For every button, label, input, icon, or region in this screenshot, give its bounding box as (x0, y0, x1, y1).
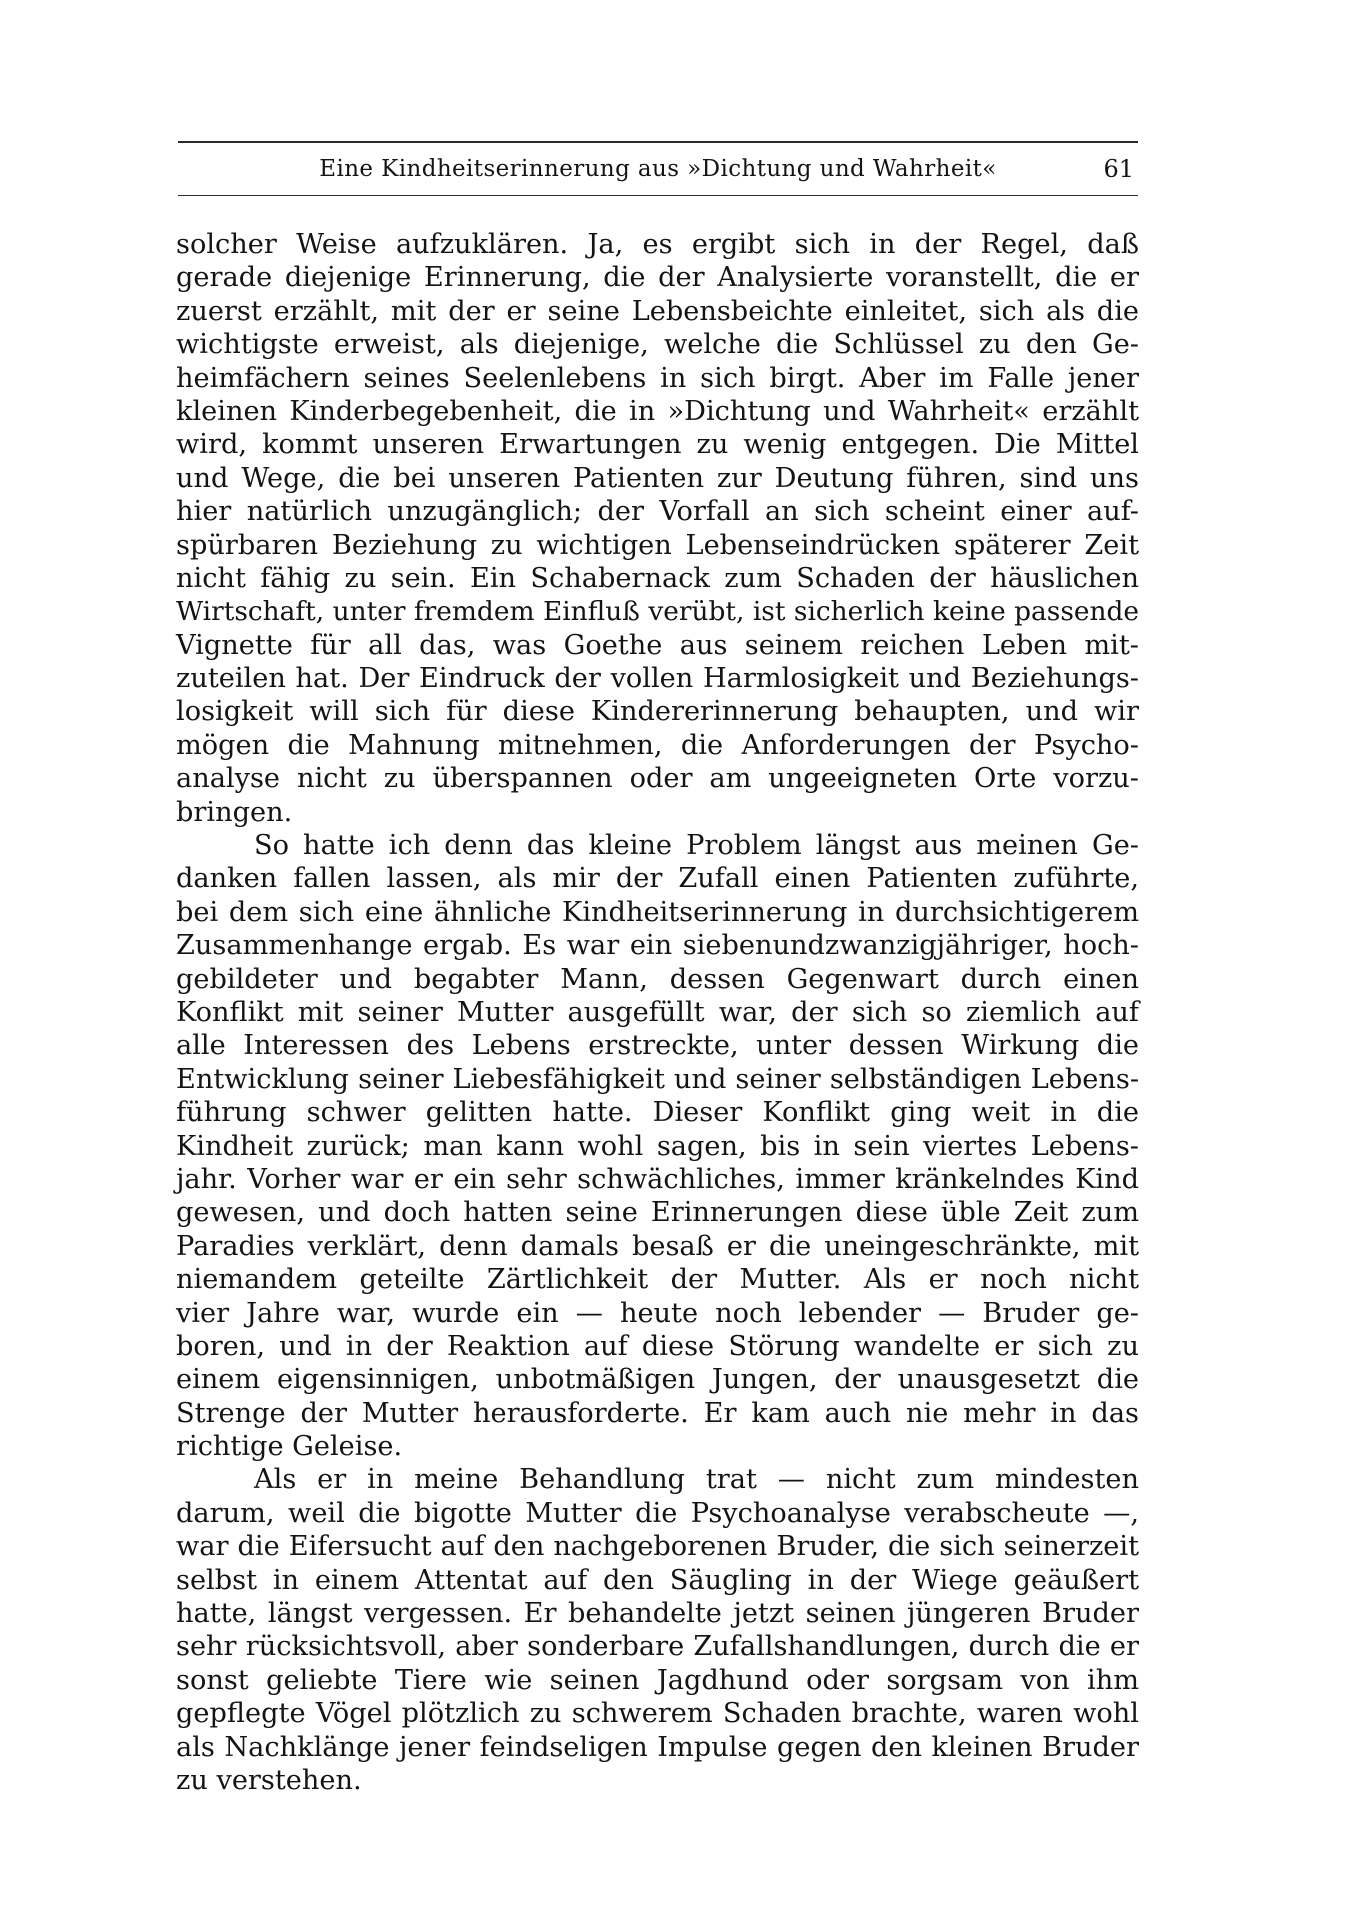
text-line: spürbaren Beziehung zu wichtigen Lebenseindrücken späterer Zeit (176, 529, 1139, 561)
text-line: mögen die Mahnung mitnehmen, die Anforderungen der Psycho- (176, 729, 1139, 761)
text-line: wichtigste erweist, als diejenige, welche die Schlüssel zu den Ge- (176, 329, 1139, 361)
text-line: jahr. Vorher war er ein sehr schwächliches, immer kränkelndes Kind (176, 1163, 1139, 1195)
text-line: gewesen, und doch hatten seine Erinnerungen diese üble Zeit zum (176, 1197, 1139, 1229)
text-line: wird, kommt unseren Erwartungen zu wenig entgegen. Die Mittel (176, 429, 1139, 461)
text-line: alle Interessen des Lebens erstreckte, unter dessen Wirkung die (176, 1030, 1139, 1062)
text-line: zu verstehen. (176, 1764, 362, 1796)
text-line: Vignette für all das, was Goethe aus seinem reichen Leben mit- (176, 629, 1139, 661)
text-line: hatte, längst vergessen. Er behandelte jetzt seinen jüngeren Bruder (176, 1598, 1139, 1630)
running-header (178, 141, 1138, 196)
text-line: und Wege, die bei unseren Patienten zur Deutung führen, sind uns (176, 462, 1139, 494)
text-line: sehr rücksichtsvoll, aber sonderbare Zufallshandlungen, durch die er (176, 1631, 1139, 1663)
text-line: vier Jahre war, wurde ein — heute noch lebender — Bruder ge- (176, 1297, 1139, 1329)
text-line: niemandem geteilte Zärtlichkeit der Mutter. Als er noch nicht (176, 1264, 1139, 1296)
text-line: zuteilen hat. Der Eindruck der vollen Harmlosigkeit und Beziehungs- (176, 663, 1139, 695)
text-line: Als er in meine Behandlung trat — nicht zum mindesten (254, 1464, 1139, 1496)
text-line: bei dem sich eine ähnliche Kindheitserinnerung in durchsichtigerem (176, 896, 1139, 928)
text-line: einem eigensinnigen, unbotmäßigen Jungen, der unausgesetzt die (176, 1364, 1139, 1396)
text-line: sonst geliebte Tiere wie seinen Jagdhund oder sorgsam von ihm (176, 1664, 1139, 1696)
running-title: Eine Kindheitserinnerung aus »Dichtung und Wahrheit« (319, 156, 997, 182)
text-line: Wirtschaft, unter fremdem Einfluß verübt, ist sicherlich keine passende (176, 596, 1139, 628)
text-line: boren, und in der Reaktion auf diese Störung wandelte er sich zu (176, 1330, 1139, 1362)
text-line: war die Eifersucht auf den nachgeborenen Bruder, die sich seinerzeit (176, 1531, 1139, 1563)
text-line: solcher Weise aufzuklären. Ja, es ergibt sich in der Regel, daß (176, 229, 1139, 260)
body-text (176, 228, 1139, 1797)
page-number: 61 (1103, 155, 1134, 183)
text-line: zuerst erzählt, mit der er seine Lebensbeichte einleitet, sich als die (176, 295, 1139, 327)
text-line: bringen. (176, 796, 293, 828)
text-line: nicht fähig zu sein. Ein Schabernack zum Schaden der häuslichen (176, 562, 1139, 594)
text-line: gerade diejenige Erinnerung, die der Analysierte voranstellt, die er (176, 262, 1139, 294)
text-line: Paradies verklärt, denn damals besaß er die uneingeschränkte, mit (176, 1230, 1139, 1262)
text-line: danken fallen lassen, als mir der Zufall einen Patienten zuführte, (176, 863, 1139, 895)
text-line: gepflegte Vögel plötzlich zu schwerem Schaden brachte, waren wohl (176, 1698, 1139, 1730)
text-line: losigkeit will sich für diese Kindererinnerung behaupten, und wir (176, 696, 1139, 728)
text-line: Konflikt mit seiner Mutter ausgefüllt war, der sich so ziemlich auf (176, 996, 1139, 1028)
text-line: heimfächern seines Seelenlebens in sich birgt. Aber im Falle jener (176, 362, 1139, 394)
text-line: hier natürlich unzugänglich; der Vorfall an sich scheint einer auf- (176, 496, 1139, 528)
text-line: kleinen Kinderbegebenheit, die in »Dichtung und Wahrheit« erzählt (176, 395, 1139, 427)
text-line: gebildeter und begabter Mann, dessen Gegenwart durch einen (176, 963, 1139, 995)
text-line: Zusammenhange ergab. Es war ein siebenundzwanzigjähriger, hoch- (176, 930, 1139, 962)
text-line: Kindheit zurück; man kann wohl sagen, bis in sein viertes Lebens- (176, 1130, 1139, 1162)
text-line: Entwicklung seiner Liebesfähigkeit und seiner selbständigen Lebens- (176, 1063, 1139, 1095)
text-line: Strenge der Mutter herausforderte. Er kam auch nie mehr in das (176, 1397, 1139, 1429)
text-line: darum, weil die bigotte Mutter die Psychoanalyse verabscheute —, (176, 1497, 1139, 1529)
text-line: richtige Geleise. (176, 1431, 403, 1463)
text-line: als Nachklänge jener feindseligen Impulse gegen den kleinen Bruder (176, 1731, 1139, 1763)
text-line: selbst in einem Attentat auf den Säugling in der Wiege geäußert (176, 1564, 1139, 1596)
text-line: analyse nicht zu überspannen oder am ungeeigneten Orte vorzu- (176, 763, 1139, 795)
text-line: führung schwer gelitten hatte. Dieser Konflikt ging weit in die (176, 1097, 1139, 1129)
text-line: So hatte ich denn das kleine Problem längst aus meinen Ge- (254, 830, 1139, 862)
